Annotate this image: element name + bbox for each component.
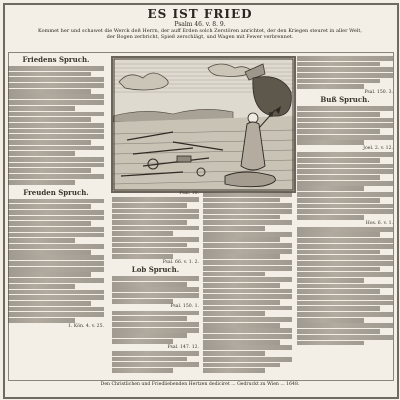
text-line (8, 94, 104, 99)
text-line (8, 284, 75, 289)
text-line (112, 282, 187, 287)
text-line (112, 339, 173, 344)
middle-right-column (203, 191, 292, 376)
text-line (8, 123, 104, 128)
text-line (297, 238, 393, 243)
text-line (8, 72, 91, 77)
text-line (297, 135, 393, 140)
text-line (112, 276, 199, 281)
text-line (297, 335, 393, 340)
text-line (112, 357, 187, 362)
text-line (297, 301, 393, 306)
text-line (297, 79, 380, 84)
text-line (112, 209, 199, 214)
heading-buss-spruch: Buß Spruch. (320, 95, 370, 105)
text-line (297, 158, 380, 163)
right-reference-b: Joel. 2. v. 12. (363, 146, 393, 152)
text-line (8, 106, 75, 111)
text-line (297, 73, 393, 78)
text-line (112, 231, 173, 236)
text-line (112, 351, 199, 356)
header (10, 8, 390, 40)
text-line (8, 312, 104, 317)
text-line (297, 329, 380, 334)
engraving-plate (111, 56, 296, 193)
text-line (297, 244, 393, 249)
text-line (8, 151, 75, 156)
text-line (112, 293, 199, 298)
text-line (8, 180, 75, 185)
text-line (8, 146, 104, 151)
text-line (297, 56, 393, 61)
text-line (297, 164, 393, 169)
heading-friedens-spruch: Friedens Spruch. (22, 55, 90, 64)
text-line (297, 209, 393, 214)
text-line (297, 118, 393, 123)
text-line (8, 227, 104, 232)
text-line (297, 318, 364, 323)
text-line (112, 237, 199, 242)
text-line (297, 106, 393, 111)
text-line (8, 163, 104, 168)
text-line (297, 278, 364, 283)
text-line (203, 300, 280, 305)
text-line (112, 311, 199, 316)
text-line (297, 284, 393, 289)
text-line (297, 181, 393, 186)
text-line (8, 318, 75, 323)
text-line (8, 174, 104, 179)
text-line (203, 334, 292, 339)
text-line (297, 312, 393, 317)
text-line (203, 198, 280, 203)
text-line (203, 317, 292, 322)
text-line (8, 168, 91, 173)
text-line (112, 226, 199, 231)
text-line (112, 254, 173, 259)
text-line (112, 368, 173, 373)
text-line (8, 100, 104, 105)
text-line (8, 261, 104, 266)
text-line (297, 67, 393, 72)
text-line (297, 112, 380, 117)
mid-reference-d: Psal. 147. 12. (167, 344, 199, 350)
text-line (297, 267, 380, 272)
text-line (8, 267, 104, 272)
text-line (8, 244, 104, 249)
engraving-illustration (113, 58, 294, 191)
text-line (203, 203, 292, 208)
text-line (8, 295, 104, 300)
text-line (297, 169, 393, 174)
text-line (8, 307, 104, 312)
text-line (8, 255, 104, 260)
text-line (297, 152, 393, 157)
text-line (8, 140, 91, 145)
page-title: ES IST FRIED (147, 7, 253, 21)
text-line (203, 289, 292, 294)
text-line (112, 287, 199, 292)
text-line (203, 345, 292, 350)
text-line (8, 199, 104, 204)
text-line (203, 277, 292, 282)
text-line (8, 272, 91, 277)
text-line (203, 363, 280, 368)
middle-left-column (112, 191, 199, 376)
footer-imprint: Den Christlichen und Friedliebenden Hertzen dediciret ... Gedruckt zu Wien ... 1648. (100, 382, 300, 387)
cannon-shape (177, 156, 191, 162)
right-column (297, 55, 393, 377)
text-line (203, 272, 265, 277)
text-line (8, 77, 104, 82)
text-line (297, 261, 393, 266)
text-line (8, 83, 104, 88)
text-line (203, 368, 265, 373)
text-line (297, 306, 380, 311)
text-line (203, 357, 292, 362)
text-line (297, 204, 393, 209)
text-line (8, 117, 91, 122)
text-line (297, 215, 364, 220)
text-line (8, 216, 104, 221)
text-line (112, 328, 199, 333)
text-line (297, 323, 393, 328)
text-line (112, 243, 187, 248)
text-line (8, 221, 91, 226)
text-line (112, 220, 187, 225)
text-line (297, 255, 393, 260)
text-line (297, 250, 380, 255)
text-line (112, 197, 199, 202)
mid-reference-c: Psal. 150. 1. (170, 304, 199, 310)
text-line (203, 243, 292, 248)
text-line (8, 112, 104, 117)
text-line (297, 129, 380, 134)
heading-lob-spruch: Lob Spruch. (131, 265, 180, 275)
text-line (203, 306, 292, 311)
text-line (203, 340, 280, 345)
text-line (297, 62, 380, 67)
text-line (297, 186, 364, 191)
text-line (8, 134, 104, 139)
title-reference: Psalm 46. v. 8. 9. (174, 21, 226, 28)
text-line (203, 237, 280, 242)
text-line (203, 232, 292, 237)
text-line (8, 238, 75, 243)
left-column (8, 55, 104, 377)
text-line (112, 316, 187, 321)
text-line (112, 248, 199, 253)
text-line (297, 341, 364, 346)
left-reference: 1. Kön. 4. v. 25. (68, 323, 104, 329)
header-line-1: Kommet her und schawet die Werck deß Herrn, der auff Erden solch Zerstören anrichtet, der den Kriegen steuret in aller Welt, (38, 28, 362, 34)
text-line (112, 322, 199, 327)
right-reference-c: Hos. 6. v. 1. (365, 220, 393, 226)
text-line (297, 140, 364, 145)
heading-freuden-spruch: Freuden Spruch. (23, 187, 89, 197)
text-line (297, 227, 393, 232)
text-line (297, 272, 393, 277)
text-line (297, 295, 393, 300)
text-line (203, 249, 292, 254)
text-line (203, 266, 292, 271)
mid-reference-a: Psal. 18. (179, 191, 199, 196)
text-line (112, 203, 187, 208)
text-line (203, 260, 292, 265)
header-line-2: der Bogen zerbricht, Spieß zerschlägt, und Wagen mit Fewer verbrennet. (106, 34, 294, 40)
text-line (203, 209, 292, 214)
text-line (112, 299, 173, 304)
text-line (8, 204, 91, 209)
text-line (297, 192, 393, 197)
text-line (8, 129, 104, 134)
right-reference-a: Psal. 150. 3. (364, 90, 393, 96)
text-line (8, 233, 104, 238)
text-line (297, 84, 364, 89)
text-line (203, 254, 280, 259)
text-line (297, 175, 380, 180)
text-line (8, 210, 104, 215)
text-line (203, 192, 292, 197)
text-line (8, 278, 104, 283)
text-line (203, 226, 265, 231)
text-line (112, 214, 199, 219)
text-line (8, 250, 91, 255)
text-line (203, 311, 265, 316)
text-line (203, 328, 292, 333)
text-line (8, 290, 104, 295)
text-line (203, 351, 265, 356)
mid-reference-b: Psal. 66. v. 1. 2. (162, 259, 199, 265)
text-line (203, 283, 280, 288)
text-line (297, 198, 380, 203)
text-line (8, 301, 91, 306)
text-line (203, 220, 292, 225)
text-line (203, 323, 280, 328)
text-line (112, 333, 187, 338)
text-line (297, 289, 380, 294)
text-line (8, 157, 104, 162)
text-line (297, 123, 393, 128)
text-line (112, 362, 199, 367)
text-line (203, 294, 292, 299)
text-line (8, 66, 104, 71)
text-line (297, 232, 380, 237)
fallen-figure (225, 172, 275, 187)
text-line (203, 215, 280, 220)
text-line (8, 89, 91, 94)
